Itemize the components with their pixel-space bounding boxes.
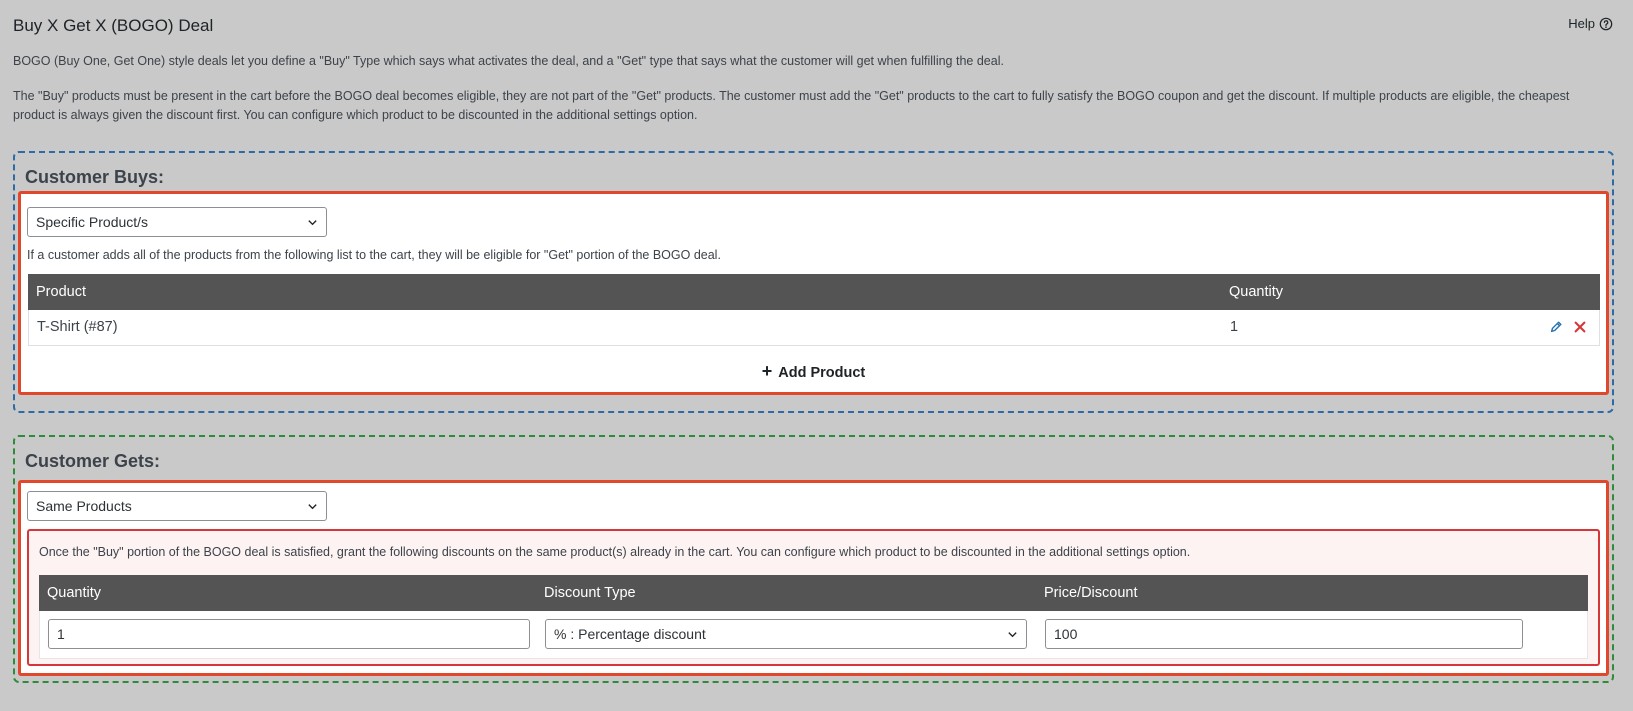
delete-x-icon[interactable] — [1573, 320, 1587, 334]
product-quantity: 1 — [1230, 319, 1239, 335]
column-header-price-discount: Price/Discount — [1044, 585, 1138, 601]
row-actions — [1549, 320, 1587, 334]
gets-type-value: Same Products — [36, 498, 132, 514]
customer-gets-heading: Customer Gets: — [25, 451, 161, 471]
customer-buys-heading: Customer Buys: — [25, 167, 165, 187]
discount-table — [39, 575, 1588, 659]
column-header-quantity: Quantity — [1229, 284, 1283, 300]
buys-products-table — [28, 274, 1600, 346]
help-link[interactable] — [1568, 16, 1613, 31]
quantity-input[interactable]: 1 — [48, 619, 530, 649]
buys-table-header — [28, 274, 1600, 310]
table-row — [28, 310, 1600, 346]
chevron-down-icon — [307, 501, 318, 512]
buys-help-text: If a customer adds all of the products from the following list to the cart, they will be eligible for "Get" portion of the BOGO deal. — [27, 248, 721, 262]
product-name: T-Shirt (#87) — [37, 319, 118, 335]
header — [13, 14, 1613, 40]
description-details: The "Buy" products must be present in the cart before the BOGO deal becomes eligible, they are not part of the "Get" products. The customer must add the "Get" products to the cart to fully satisfy the BOGO coupon and get the discount. If multiple products are eligible, the cheapest product is always given the discount first. You can configure which product to be discounted in the additional settings option. — [13, 89, 1570, 122]
edit-pencil-icon[interactable] — [1549, 320, 1563, 334]
customer-buys-box — [18, 191, 1609, 395]
page-title: Buy X Get X (BOGO) Deal — [13, 16, 214, 35]
chevron-down-icon — [307, 217, 318, 228]
gets-type-select[interactable] — [27, 491, 327, 521]
price-discount-input[interactable]: 100 — [1045, 619, 1523, 649]
buys-type-value: Specific Product/s — [36, 214, 149, 230]
column-header-product: Product — [36, 284, 86, 300]
buys-type-select[interactable] — [27, 207, 327, 237]
discount-type-value: % : Percentage discount — [554, 626, 706, 642]
question-circle-icon — [1599, 17, 1613, 31]
customer-gets-section — [13, 435, 1614, 683]
description-intro: BOGO (Buy One, Get One) style deals let you define a "Buy" Type which says what activates the deal, and a "Get" type that says what the customer will get when fulfilling the deal. — [13, 54, 1004, 68]
column-header-discount-type: Discount Type — [544, 585, 636, 601]
plus-icon: + — [761, 361, 773, 381]
column-header-quantity: Quantity — [47, 585, 101, 601]
discount-table-header — [39, 575, 1588, 611]
add-product-label: Add Product — [778, 365, 866, 381]
help-label: Help — [1568, 16, 1595, 31]
discount-type-select[interactable] — [545, 619, 1027, 649]
add-product-button[interactable] — [21, 361, 1606, 382]
table-row — [39, 611, 1588, 659]
gets-discount-box — [27, 529, 1600, 666]
gets-info-text: Once the "Buy" portion of the BOGO deal is satisfied, grant the following discounts on the same product(s) already in the cart. You can configure which product to be discounted in the additional settings option. — [39, 545, 1191, 559]
chevron-down-icon — [1007, 629, 1018, 640]
customer-buys-section — [13, 151, 1614, 413]
customer-gets-box — [18, 480, 1609, 676]
